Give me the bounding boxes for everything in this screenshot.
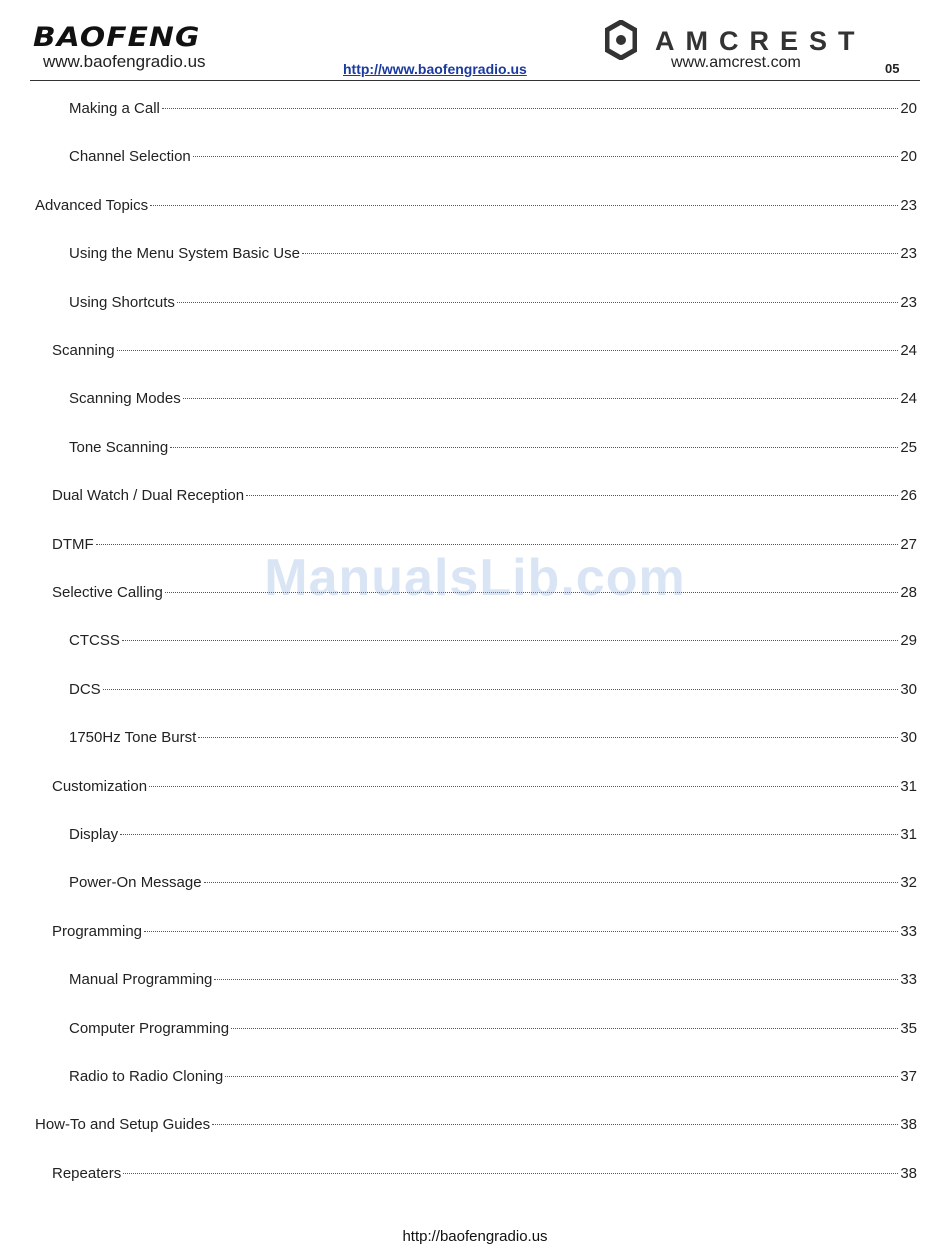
toc-entry-title: Using Shortcuts [69,293,175,311]
toc-dot-leader [149,786,898,787]
toc-entry-title: Manual Programming [69,971,213,989]
toc-entry[interactable] [69,632,917,656]
toc-entry-title: Power-On Message [69,874,202,892]
toc-entry-page: 26 [900,487,917,505]
toc-entry[interactable] [69,1020,917,1044]
toc-entry-title: Using the Menu System Basic Use [69,245,300,263]
toc-entry-title: Radio to Radio Cloning [69,1068,224,1085]
toc-entry-title: Scanning [52,342,115,359]
toc-entry[interactable] [69,681,917,705]
toc-entry-title: DCS [69,680,101,698]
toc-entry-page: 32 [900,874,917,892]
toc-entry[interactable] [52,342,917,366]
toc-entry[interactable] [69,1068,917,1092]
baofeng-url[interactable]: www.baofengradio.us [43,52,206,71]
toc-dot-leader [120,834,898,835]
toc-entry-page: 23 [900,293,917,311]
toc-entry-page: 29 [900,632,917,650]
toc-entry-title: Scanning Modes [69,390,181,408]
toc-entry-page: 35 [900,1019,917,1037]
toc-entry-title: Tone Scanning [69,438,169,456]
toc-entry-title: Computer Programming [69,1019,230,1037]
baofeng-logo: BAOFENG [33,22,201,53]
toc-dot-leader [193,156,899,157]
toc-entry-page: 27 [900,535,917,553]
toc-entry-page: 33 [900,971,917,989]
toc-entry-title: Customization [52,777,148,795]
toc-dot-leader [198,737,898,738]
toc-entry-title: Dual Watch / Dual Reception [52,487,245,505]
toc-dot-leader [150,205,898,206]
center-url-link[interactable]: http://www.baofengradio.us [343,61,527,77]
toc-entry[interactable] [69,729,917,753]
amcrest-shield-icon [605,20,637,60]
toc-entry-title: CTCSS [69,632,120,650]
toc-entry-page: 37 [900,1068,917,1085]
toc-entry-page: 30 [900,729,917,747]
toc-entry-page: 20 [900,100,917,117]
toc-entry-title: How-To and Setup Guides [35,1116,211,1134]
toc-entry-title: 1750Hz Tone Burst [69,729,197,747]
toc-entry-page: 25 [900,438,917,456]
toc-entry-title: Advanced Topics [35,196,149,214]
toc-entry-title: Channel Selection [69,148,191,166]
toc-dot-leader [117,350,899,351]
toc-entry-page: 24 [900,342,917,359]
toc-entry[interactable] [69,100,917,124]
toc-entry-page: 24 [900,390,917,408]
toc-dot-leader [96,544,899,545]
watermark: ManualsLib.com [264,549,686,607]
toc-entry-title: Programming [52,922,143,940]
toc-entry[interactable] [52,1165,917,1189]
toc-entry-title: Selective Calling [52,584,163,601]
page-number: 05 [885,61,900,76]
toc-entry[interactable] [69,874,917,898]
amcrest-url[interactable]: www.amcrest.com [671,54,801,71]
toc-entry[interactable] [69,245,917,269]
toc-entry-title: Repeaters [52,1164,122,1182]
toc-dot-leader [183,398,899,399]
toc-entry-page: 31 [900,777,917,795]
toc-entry[interactable] [69,826,917,850]
toc-dot-leader [144,931,898,932]
toc-entry-title: Making a Call [69,100,160,117]
toc-entry[interactable] [69,294,917,318]
toc-entry[interactable] [52,923,917,947]
toc-entry-page: 20 [900,148,917,166]
toc-entry-page: 30 [900,680,917,698]
toc-entry-page: 28 [900,584,917,601]
toc-entry[interactable] [35,1116,917,1140]
toc-dot-leader [103,689,899,690]
toc-dot-leader [122,640,898,641]
toc-entry-title: DTMF [52,535,94,553]
footer-url[interactable]: http://baofengradio.us [402,1228,548,1245]
toc-entry-page: 38 [900,1116,917,1134]
toc-dot-leader [123,1173,898,1174]
toc-entry-page: 33 [900,922,917,940]
toc-entry[interactable] [52,487,917,511]
toc-dot-leader [177,302,898,303]
toc-dot-leader [170,447,898,448]
toc-dot-leader [231,1028,898,1029]
toc-entry[interactable] [52,778,917,802]
toc-entry-page: 23 [900,196,917,214]
toc-entry[interactable] [35,197,917,221]
page-header [0,0,950,82]
toc-dot-leader [214,979,898,980]
toc-entry-page: 23 [900,245,917,263]
toc-dot-leader [302,253,898,254]
toc-entry[interactable] [69,390,917,414]
toc-entry[interactable] [69,439,917,463]
amcrest-logo: AMCREST [655,26,866,56]
toc-entry-page: 31 [900,826,917,843]
toc-dot-leader [162,108,898,109]
toc-entry[interactable] [69,971,917,995]
toc-dot-leader [204,882,899,883]
toc-entry-page: 38 [900,1164,917,1182]
toc-entry-title: Display [69,826,119,843]
header-divider [30,80,920,81]
toc-dot-leader [246,495,898,496]
toc-dot-leader [212,1124,898,1125]
toc-dot-leader [225,1076,898,1077]
toc-entry[interactable] [69,148,917,172]
